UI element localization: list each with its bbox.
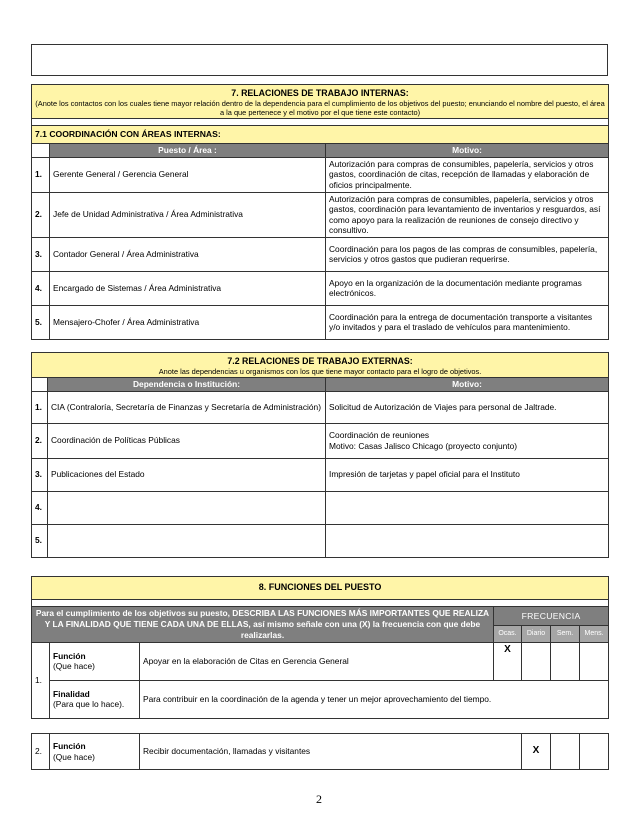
- puesto-cell: Encargado de Sistemas / Área Administrativa: [50, 271, 326, 305]
- page-number: 2: [316, 792, 322, 806]
- puesto-cell: Mensajero-Chofer / Área Administrativa: [50, 305, 326, 339]
- funcion-sublabel: (Que hace): [53, 661, 95, 672]
- motivo-cell: Apoyo en la organización de la documentación mediante programas electrónicos.: [326, 271, 609, 305]
- puesto-cell: Jefe de Unidad Administrativa / Área Administrativa: [50, 192, 326, 237]
- freq-empty: [580, 642, 609, 680]
- puesto-cell: Gerente General / Gerencia General: [50, 157, 326, 192]
- section-8-instructions: Para el cumplimiento de los objetivos su puesto, DESCRIBA LAS FUNCIONES MÁS IMPORTANTES QUE REALIZA Y LA FINALIDAD QUE TIENE CADA UNA DE ELLAS, así mismo señale con una (X) la frecuencia con que debe realizarlas.: [32, 607, 494, 643]
- row-number: 2.: [32, 192, 50, 237]
- section-7-subtitle: (Anote los contactos con los cuales tiene mayor relación dentro de la dependencia para el cumplimiento de los objetivos del puesto; enunciando el nombre del puesto, el área a la que pertenece y el motivo por el que tiene este contacto): [35, 98, 605, 118]
- function-number: 2.: [32, 734, 50, 770]
- top-empty-box: [31, 44, 608, 76]
- motivo-cell: Solicitud de Autorización de Viajes para personal de Jaltrade.: [326, 391, 609, 423]
- dependencia-cell: Publicaciones del Estado: [48, 458, 326, 491]
- motivo-cell: Coordinación para los pagos de las compras de consumibles, papelería, servicios y otros gastos que pudieran requerirse.: [326, 237, 609, 271]
- section-7-2-subtitle: Anote las dependencias u organismos con los que tiene mayor contacto para el logro de objetivos.: [158, 366, 482, 376]
- row-number: 3.: [32, 458, 48, 491]
- section-7-2-header: [32, 353, 609, 378]
- dependencia-cell: [48, 491, 326, 524]
- motivo-cell: [326, 524, 609, 557]
- col-dependencia-header: Dependencia o Institución:: [48, 378, 326, 392]
- section-7-2-table: [31, 352, 609, 558]
- section-7-2-title: 7.2 RELACIONES DE TRABAJO EXTERNAS:: [227, 356, 413, 366]
- motivo-cell: Coordinación para la entrega de documentación transporte a visitantes y/o invitados y para el traslado de vehículos para mantenimiento.: [326, 305, 609, 339]
- function-row: [32, 734, 609, 770]
- col-motivo-header: Motivo:: [326, 144, 609, 158]
- funcion-sublabel: (Que hace): [53, 751, 95, 762]
- table-row: [32, 391, 609, 423]
- section-8-title: 8. FUNCIONES DEL PUESTO: [32, 577, 609, 600]
- dependencia-cell: [48, 524, 326, 557]
- table-row: [32, 458, 609, 491]
- finalidad-row: [32, 680, 609, 718]
- row-number: 5.: [32, 305, 50, 339]
- motivo-cell: Impresión de tarjetas y papel oficial para el Instituto: [326, 458, 609, 491]
- finalidad-text: Para contribuir en la coordinación de la agenda y tener un mejor aprovechamiento del tiempo.: [140, 680, 609, 718]
- table-row: [32, 192, 609, 237]
- section-7-header: [32, 85, 609, 119]
- freq-col-ocasional: Ocas.: [494, 626, 522, 643]
- funcion-text: Apoyar en la elaboración de Citas en Gerencia General: [140, 642, 494, 680]
- freq-empty: [522, 642, 551, 680]
- finalidad-label: Finalidad: [53, 688, 90, 699]
- function-number: 1.: [32, 642, 50, 718]
- row-number: 1.: [32, 157, 50, 192]
- blank-header-cell: [32, 144, 50, 158]
- frecuencia-header: FRECUENCIA: [494, 607, 609, 626]
- table-row: [32, 237, 609, 271]
- spacer: [32, 600, 609, 607]
- spacer: [32, 119, 609, 126]
- funcion-label-cell: [50, 642, 140, 680]
- table-row: [32, 157, 609, 192]
- finalidad-label-cell: [50, 680, 140, 718]
- dependencia-cell: Coordinación de Políticas Públicas: [48, 423, 326, 458]
- col-motivo-header: Motivo:: [326, 378, 609, 392]
- section-7-1-title: 7.1 COORDINACIÓN CON ÁREAS INTERNAS:: [32, 126, 609, 144]
- row-number: 4.: [32, 491, 48, 524]
- freq-empty: [551, 642, 580, 680]
- function-row: [32, 642, 609, 680]
- row-number: 2.: [32, 423, 48, 458]
- table-row: [32, 305, 609, 339]
- table-row: [32, 271, 609, 305]
- section-7-table: [31, 84, 609, 340]
- freq-mark: X: [522, 734, 551, 770]
- motivo-cell: Autorización para compras de consumibles, papelería, servicios y otros gastos, coordinación de citas, recepción de llamadas y elaboración de oficios principalmente.: [326, 157, 609, 192]
- motivo-cell: [326, 491, 609, 524]
- funcion-label-cell: [50, 734, 140, 770]
- row-number: 1.: [32, 391, 48, 423]
- funcion-text: Recibir documentación, llamadas y visitantes: [140, 734, 522, 770]
- motivo-cell: Coordinación de reuniones Motivo: Casas Jalisco Chicago (proyecto conjunto): [326, 423, 609, 458]
- freq-mark: X: [494, 642, 522, 680]
- row-number: 3.: [32, 237, 50, 271]
- col-puesto-header: Puesto / Área :: [50, 144, 326, 158]
- puesto-cell: Contador General / Área Administrativa: [50, 237, 326, 271]
- row-number: 4.: [32, 271, 50, 305]
- table-row: [32, 524, 609, 557]
- finalidad-sublabel: (Para que lo hace).: [53, 699, 125, 710]
- blank-header-cell: [32, 378, 48, 392]
- funcion-label: Función: [53, 650, 86, 661]
- section-8-table: [31, 576, 609, 719]
- freq-col-semanal: Sem.: [551, 626, 580, 643]
- dependencia-cell: CIA (Contraloría, Secretaría de Finanzas y Secretaría de Administración): [48, 391, 326, 423]
- freq-col-mensual: Mens.: [580, 626, 609, 643]
- freq-empty: [580, 734, 609, 770]
- motivo-cell: Autorización para compras de consumibles, papelería, servicios y otros gastos, coordinación para levantamiento de inventarios y resguardos, así como apoyo para la realización de reuniones de consejo directivo y consultivo.: [326, 192, 609, 237]
- freq-empty: [551, 734, 580, 770]
- function-2-table: [31, 733, 609, 770]
- empty-cell: [32, 45, 608, 76]
- row-number: 5.: [32, 524, 48, 557]
- freq-col-diario: Diario: [522, 626, 551, 643]
- table-row: [32, 491, 609, 524]
- table-row: [32, 423, 609, 458]
- funcion-label: Función: [53, 741, 86, 751]
- section-7-title: 7. RELACIONES DE TRABAJO INTERNAS:: [231, 88, 409, 98]
